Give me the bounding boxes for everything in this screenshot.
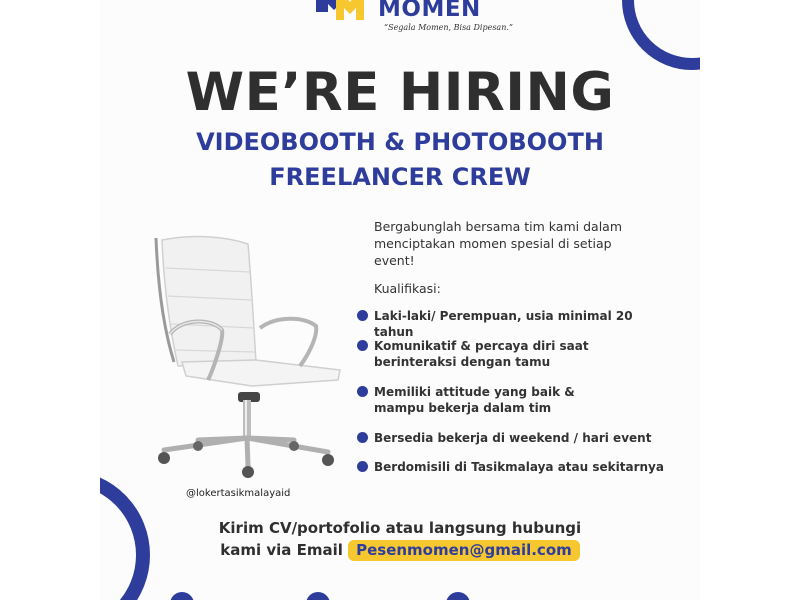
bottom-contact-icons: [100, 588, 700, 600]
momen-logo-icon: [314, 0, 366, 26]
brand-logo: [310, 0, 513, 38]
bullet-dot-icon: [357, 340, 368, 351]
list-item-text: Komunikatif & percaya diri saat berinteraksi dengan tamu: [374, 339, 589, 369]
list-item: [356, 430, 651, 446]
cta-line-2: [100, 540, 700, 561]
image-credit: @lokertasikmalayaid: [186, 488, 291, 499]
contact-icon: [446, 592, 470, 600]
list-item: [356, 459, 664, 475]
list-item-text: Memiliki attitude yang baik & mampu bekerja dalam tim: [374, 385, 575, 415]
bullet-dot-icon: [357, 461, 368, 472]
list-item-text: Bersedia bekerja di weekend / hari event: [374, 431, 652, 445]
decorative-arc-top: [622, 0, 700, 70]
qualifications-label: Kualifikasi:: [374, 281, 441, 296]
list-item: [356, 384, 616, 416]
list-item: [356, 308, 676, 340]
email-link[interactable]: Pesenmomen@gmail.com: [348, 540, 580, 561]
bullet-dot-icon: [357, 386, 368, 397]
office-chair-image: [152, 230, 352, 480]
list-item: [356, 338, 616, 370]
bullet-dot-icon: [357, 310, 368, 321]
list-item-text: Laki-laki/ Perempuan, usia minimal 20 tahun: [374, 309, 633, 339]
job-title-line-1: VIDEOBOOTH & PHOTOBOOTH: [196, 128, 604, 156]
job-title-line-2: FREELANCER CREW: [269, 163, 531, 191]
hiring-poster: [100, 0, 700, 600]
cta-prefix: kami via Email: [220, 541, 349, 559]
bullet-dot-icon: [357, 432, 368, 443]
contact-icon: [306, 592, 330, 600]
contact-icon: [170, 592, 194, 600]
page-title: WE’RE HIRING: [185, 62, 615, 123]
brand-tagline: “Segala Momen, Bisa Dipesan.”: [384, 23, 513, 32]
cta-line-1: Kirim CV/portofolio atau langsung hubungi: [218, 519, 582, 537]
intro-text: Bergabunglah bersama tim kami dalam menciptakan momen spesial di setiap event!: [374, 219, 622, 268]
list-item-text: Berdomisili di Tasikmalaya atau sekitarnya: [374, 460, 664, 474]
brand-name: MOMEN: [378, 0, 481, 22]
